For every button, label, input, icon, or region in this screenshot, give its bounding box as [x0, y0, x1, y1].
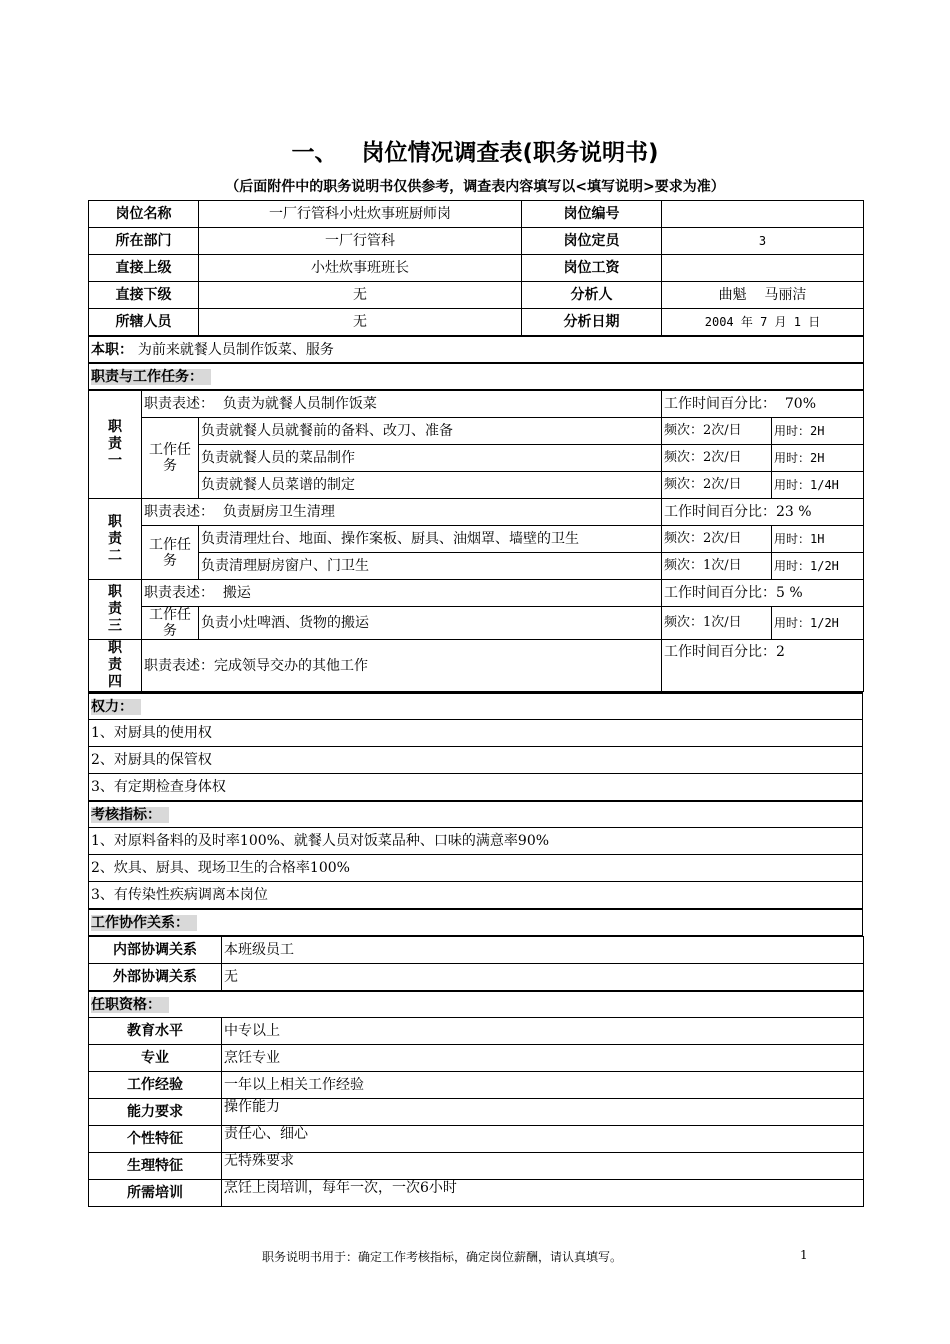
task-row	[89, 526, 864, 553]
field-label: 专业	[89, 1045, 222, 1072]
duty-desc-row	[89, 580, 864, 607]
duty-label-4: 职 责 四	[89, 640, 142, 692]
field-label: 岗位名称	[89, 201, 199, 228]
task-row	[89, 607, 864, 640]
task-frequency[interactable]: 频次：2次/日	[662, 472, 772, 499]
list-item	[89, 747, 863, 774]
duty-desc-row	[89, 499, 864, 526]
position-code-value[interactable]	[662, 201, 864, 228]
task-text[interactable]: 负责清理灶台、地面、操作案板、厨具、油烟罩、墙壁的卫生	[199, 526, 662, 553]
qualification-row	[89, 1072, 864, 1099]
field-label: 分析人	[522, 282, 662, 309]
authority-item[interactable]: 2、对厨具的保管权	[89, 747, 863, 774]
qualification-row	[89, 1018, 864, 1045]
qualification-value[interactable]: 责任心、细心	[222, 1126, 864, 1153]
duty-desc-2[interactable]: 职责表述： 负责厨房卫生清理	[142, 499, 662, 526]
superior-value[interactable]: 小灶炊事班班长	[199, 255, 522, 282]
cooperation-row	[89, 964, 864, 992]
basic-row	[89, 255, 864, 282]
section-header-row	[89, 909, 863, 936]
field-label: 所需培训	[89, 1180, 222, 1207]
basic-row	[89, 201, 864, 228]
task-time[interactable]: 用时：1/4H	[772, 472, 864, 499]
task-time[interactable]: 用时：1/2H	[772, 553, 864, 580]
task-text[interactable]: 负责就餐人员就餐前的备料、改刀、准备	[199, 418, 662, 445]
field-label: 直接上级	[89, 255, 199, 282]
duty-summary-value[interactable]: 为前来就餐人员制作饭菜、服务	[137, 341, 334, 358]
duties-section-header: 职责与工作任务：	[89, 363, 864, 390]
qualification-row	[89, 1126, 864, 1153]
cooperation-row	[89, 937, 864, 964]
task-text[interactable]: 负责就餐人员的菜品制作	[199, 445, 662, 472]
task-row	[89, 445, 864, 472]
task-label: 工作任务	[142, 607, 199, 640]
section-header-row	[89, 991, 864, 1018]
task-time[interactable]: 用时：2H	[772, 445, 864, 472]
section-header-row	[89, 363, 864, 390]
field-label: 能力要求	[89, 1099, 222, 1126]
field-label: 所辖人员	[89, 309, 199, 337]
field-label: 直接下级	[89, 282, 199, 309]
staff-value[interactable]: 无	[199, 309, 522, 337]
qualification-row	[89, 1045, 864, 1072]
duty-pct-2[interactable]: 工作时间百分比：23 %	[662, 499, 864, 526]
task-row	[89, 472, 864, 499]
task-time[interactable]: 用时：1/2H	[772, 607, 864, 640]
footer-note: 职务说明书用于：确定工作考核指标，确定岗位薪酬，请认真填写。	[262, 1250, 623, 1264]
duty-desc-row	[89, 391, 864, 418]
section-header-row	[89, 801, 863, 828]
task-frequency[interactable]: 频次：1次/日	[662, 553, 772, 580]
basic-info-table	[88, 200, 864, 390]
qualification-value[interactable]: 操作能力	[222, 1099, 864, 1126]
task-label: 工作任务	[142, 526, 199, 580]
field-label: 分析日期	[522, 309, 662, 337]
page-title	[0, 134, 950, 167]
duty-summary-row	[89, 336, 864, 363]
assessment-section-header: 考核指标：	[89, 801, 863, 828]
qualification-value[interactable]: 中专以上	[222, 1018, 864, 1045]
field-label: 岗位定员	[522, 228, 662, 255]
subordinate-value[interactable]: 无	[199, 282, 522, 309]
task-text[interactable]: 负责清理厨房窗户、门卫生	[199, 553, 662, 580]
qualification-row	[89, 1153, 864, 1180]
duty-desc-3[interactable]: 职责表述： 搬运	[142, 580, 662, 607]
qualification-value[interactable]: 一年以上相关工作经验	[222, 1072, 864, 1099]
field-label: 个性特征	[89, 1126, 222, 1153]
list-item	[89, 828, 863, 855]
duty-summary-label: 本职：	[91, 341, 133, 358]
basic-row	[89, 228, 864, 255]
page-subtitle: （后面附件中的职务说明书仅供参考，调查表内容填写以<填写说明>要求为准）	[225, 179, 725, 195]
task-label: 工作任务	[142, 418, 199, 499]
duty-desc-row	[89, 640, 864, 692]
authority-item[interactable]: 3、有定期检查身体权	[89, 774, 863, 802]
task-frequency[interactable]: 频次：2次/日	[662, 418, 772, 445]
section-header-row	[89, 693, 863, 720]
list-item	[89, 882, 863, 910]
task-text[interactable]: 负责小灶啤酒、货物的搬运	[199, 607, 662, 640]
duty-pct-3[interactable]: 工作时间百分比：5 %	[662, 580, 864, 607]
assessment-item[interactable]: 2、炊具、厨具、现场卫生的合格率100%	[89, 855, 863, 882]
wage-value[interactable]	[662, 255, 864, 282]
authority-table	[88, 692, 863, 936]
department-value[interactable]: 一厂行管科	[199, 228, 522, 255]
authority-section-header: 权力：	[89, 693, 863, 720]
internal-cooperation-value[interactable]: 本班级员工	[222, 937, 864, 964]
field-label: 外部协调关系	[89, 964, 222, 992]
duty-label-3: 职 责 三	[89, 580, 142, 640]
analyst-value[interactable]: 曲魁 马丽洁	[662, 282, 864, 309]
list-item	[89, 774, 863, 802]
qualification-row	[89, 1099, 864, 1126]
field-label: 岗位编号	[522, 201, 662, 228]
field-label: 生理特征	[89, 1153, 222, 1180]
assessment-item[interactable]: 1、对原料备料的及时率100%、就餐人员对饭菜品种、口味的满意率90%	[89, 828, 863, 855]
field-label: 工作经验	[89, 1072, 222, 1099]
basic-row	[89, 309, 864, 337]
analysis-date-value[interactable]: 2004 年 7 月 1 日	[662, 309, 864, 337]
field-label: 内部协调关系	[89, 937, 222, 964]
task-time[interactable]: 用时：1H	[772, 526, 864, 553]
qualification-row	[89, 1180, 864, 1207]
field-label: 岗位工资	[522, 255, 662, 282]
task-row	[89, 418, 864, 445]
position-name-value[interactable]: 一厂行管科小灶炊事班厨师岗	[199, 201, 522, 228]
task-row	[89, 553, 864, 580]
list-item	[89, 855, 863, 882]
list-item	[89, 720, 863, 747]
page-number: 1	[800, 1248, 808, 1262]
field-label: 所在部门	[89, 228, 199, 255]
duty-label-2: 职 责 二	[89, 499, 142, 580]
qualification-table	[88, 936, 864, 1207]
duty-label-1: 职 责 一	[89, 391, 142, 499]
duties-table	[88, 390, 864, 692]
qualification-section-header: 任职资格：	[89, 991, 864, 1018]
field-label: 教育水平	[89, 1018, 222, 1045]
title-text: 岗位情况调查表(职务说明书)	[361, 140, 659, 166]
task-frequency[interactable]: 频次：1次/日	[662, 607, 772, 640]
cooperation-section-header: 工作协作关系：	[89, 909, 863, 936]
task-frequency[interactable]: 频次：2次/日	[662, 445, 772, 472]
duty-summary	[89, 336, 864, 363]
qualification-value[interactable]: 烹饪上岗培训，每年一次，一次6小时	[222, 1180, 864, 1207]
job-survey-form	[88, 200, 863, 1207]
duty-desc-1[interactable]: 职责表述： 负责为就餐人员制作饭菜	[142, 391, 662, 418]
assessment-item[interactable]: 3、有传染性疾病调离本岗位	[89, 882, 863, 910]
task-frequency[interactable]: 频次：2次/日	[662, 526, 772, 553]
task-time[interactable]: 用时：2H	[772, 418, 864, 445]
title-number: 一、	[291, 140, 338, 166]
duty-pct-4[interactable]: 工作时间百分比：2	[662, 640, 864, 692]
external-cooperation-value[interactable]: 无	[222, 964, 864, 992]
task-text[interactable]: 负责就餐人员菜谱的制定	[199, 472, 662, 499]
qualification-value[interactable]: 烹饪专业	[222, 1045, 864, 1072]
qualification-value[interactable]: 无特殊要求	[222, 1153, 864, 1180]
basic-row	[89, 282, 864, 309]
duty-pct-1[interactable]: 工作时间百分比： 70%	[662, 391, 864, 418]
quota-value[interactable]: 3	[662, 228, 864, 255]
authority-item[interactable]: 1、对厨具的使用权	[89, 720, 863, 747]
duty-desc-4[interactable]: 职责表述：完成领导交办的其他工作	[142, 640, 662, 692]
